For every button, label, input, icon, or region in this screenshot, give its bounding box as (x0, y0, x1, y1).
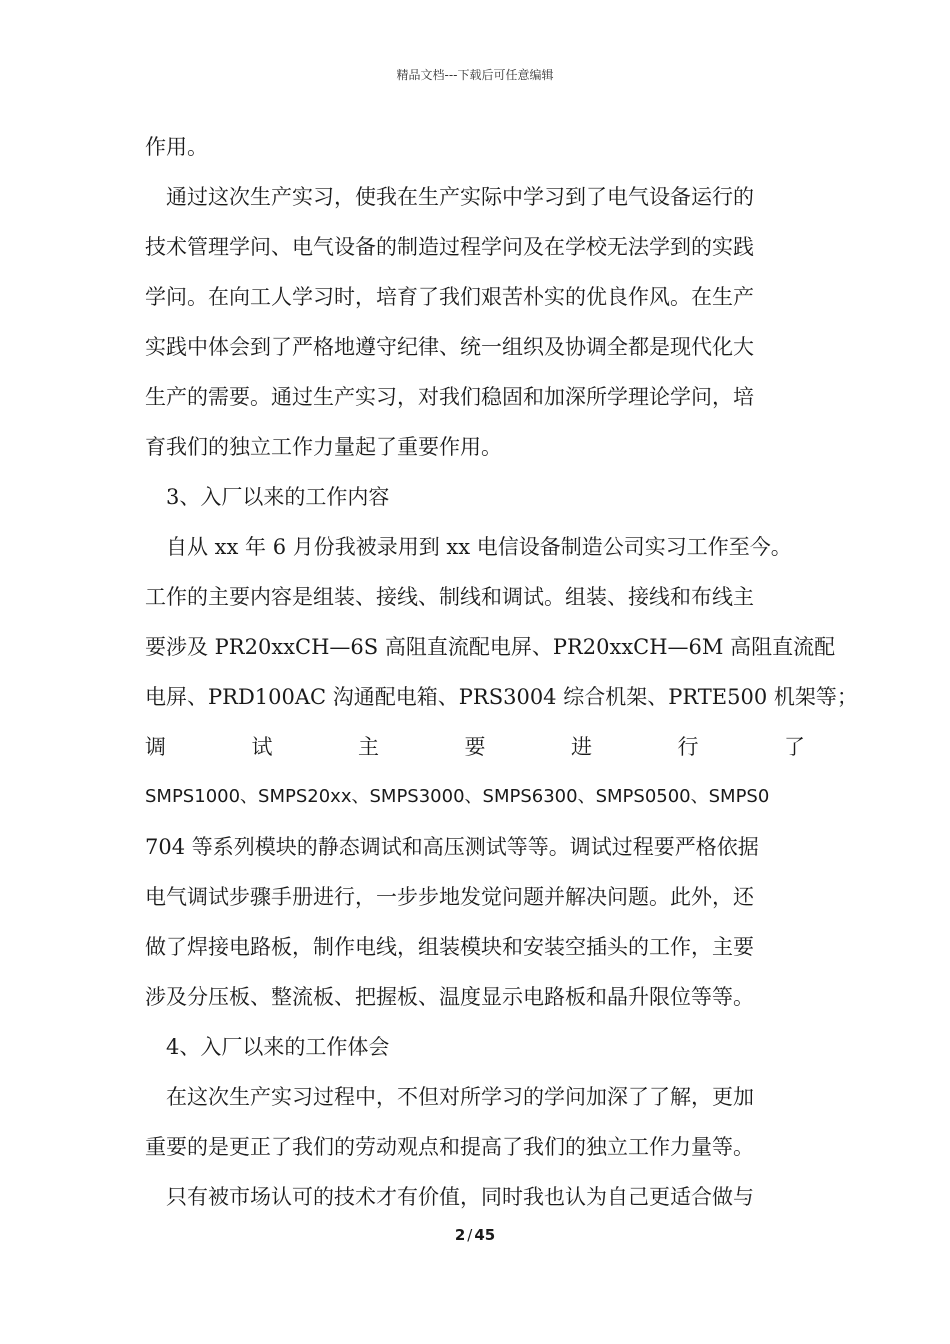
text-line: 作用。 (145, 135, 208, 159)
section-heading: 4、入厂以来的工作体会 (166, 1035, 390, 1059)
total-pages: 45 (474, 1226, 496, 1244)
page-separator: / (467, 1226, 473, 1244)
text-line: 重要的是更正了我们的劳动观点和提高了我们的独立工作力量等。 (145, 1135, 754, 1159)
text-line: 育我们的独立工作力量起了重要作用。 (145, 435, 502, 459)
text-line: 电屏、PRD100AC 沟通配电箱、PRS3004 综合机架、PRTE500 机架等； (145, 685, 858, 709)
text-line: 学问。在向工人学习时，培育了我们艰苦朴实的优良作风。在生产 (145, 285, 754, 309)
text-line: 要涉及 PR20xxCH—6S 高阻直流配电屏、PR20xxCH—6M 高阻直流配 (145, 635, 836, 659)
text-char: 主 (358, 735, 379, 759)
text-line: 电气调试步骤手册进行，一步步地发觉问题并解决问题。此外，还 (145, 885, 754, 909)
text-line: 涉及分压板、整流板、把握板、温度显示电路板和晶升限位等等。 (145, 985, 754, 1009)
text-char: 调 (145, 735, 166, 759)
current-page: 2 (454, 1226, 466, 1244)
page-header: 精品文档---下载后可任意编辑 (396, 68, 554, 82)
text-line: 在这次生产实习过程中，不但对所学习的学问加深了了解，更加 (166, 1085, 754, 1109)
document-body (145, 122, 858, 1222)
text-line: 实践中体会到了严格地遵守纪律、统一组织及协调全都是现代化大 (145, 335, 754, 359)
text-line: SMPS1000、SMPS20xx、SMPS3000、SMPS6300、SMPS0500、SMPS0 (145, 786, 770, 807)
text-char: 进 (571, 735, 592, 759)
text-line: 技术管理学问、电气设备的制造过程学问及在学校无法学到的实践 (145, 235, 754, 259)
text-char: 试 (251, 735, 273, 759)
text-line: 自从 xx 年 6 月份我被录用到 xx 电信设备制造公司实习工作至今。 (166, 535, 792, 559)
text-line: 工作的主要内容是组装、接线、制线和调试。组装、接线和布线主 (145, 585, 754, 609)
text-char: 要 (464, 735, 486, 759)
text-line: 704 等系列模块的静态调试和高压测试等等。调试过程要严格依据 (145, 835, 759, 859)
text-line: 生产的需要。通过生产实习，对我们稳固和加深所学理论学问，培 (145, 385, 754, 409)
justified-text-line (145, 722, 805, 772)
text-line: 只有被市场认可的技术才有价值，同时我也认为自己更适合做与 (166, 1185, 754, 1209)
text-line: 做了焊接电路板，制作电线，组装模块和安装空插头的工作，主要 (145, 935, 754, 959)
text-char: 行 (677, 735, 699, 759)
text-line: 通过这次生产实习，使我在生产实际中学习到了电气设备运行的 (166, 185, 754, 209)
section-heading: 3、入厂以来的工作内容 (166, 485, 390, 509)
text-char: 了 (784, 735, 805, 759)
page-number (0, 1226, 950, 1244)
